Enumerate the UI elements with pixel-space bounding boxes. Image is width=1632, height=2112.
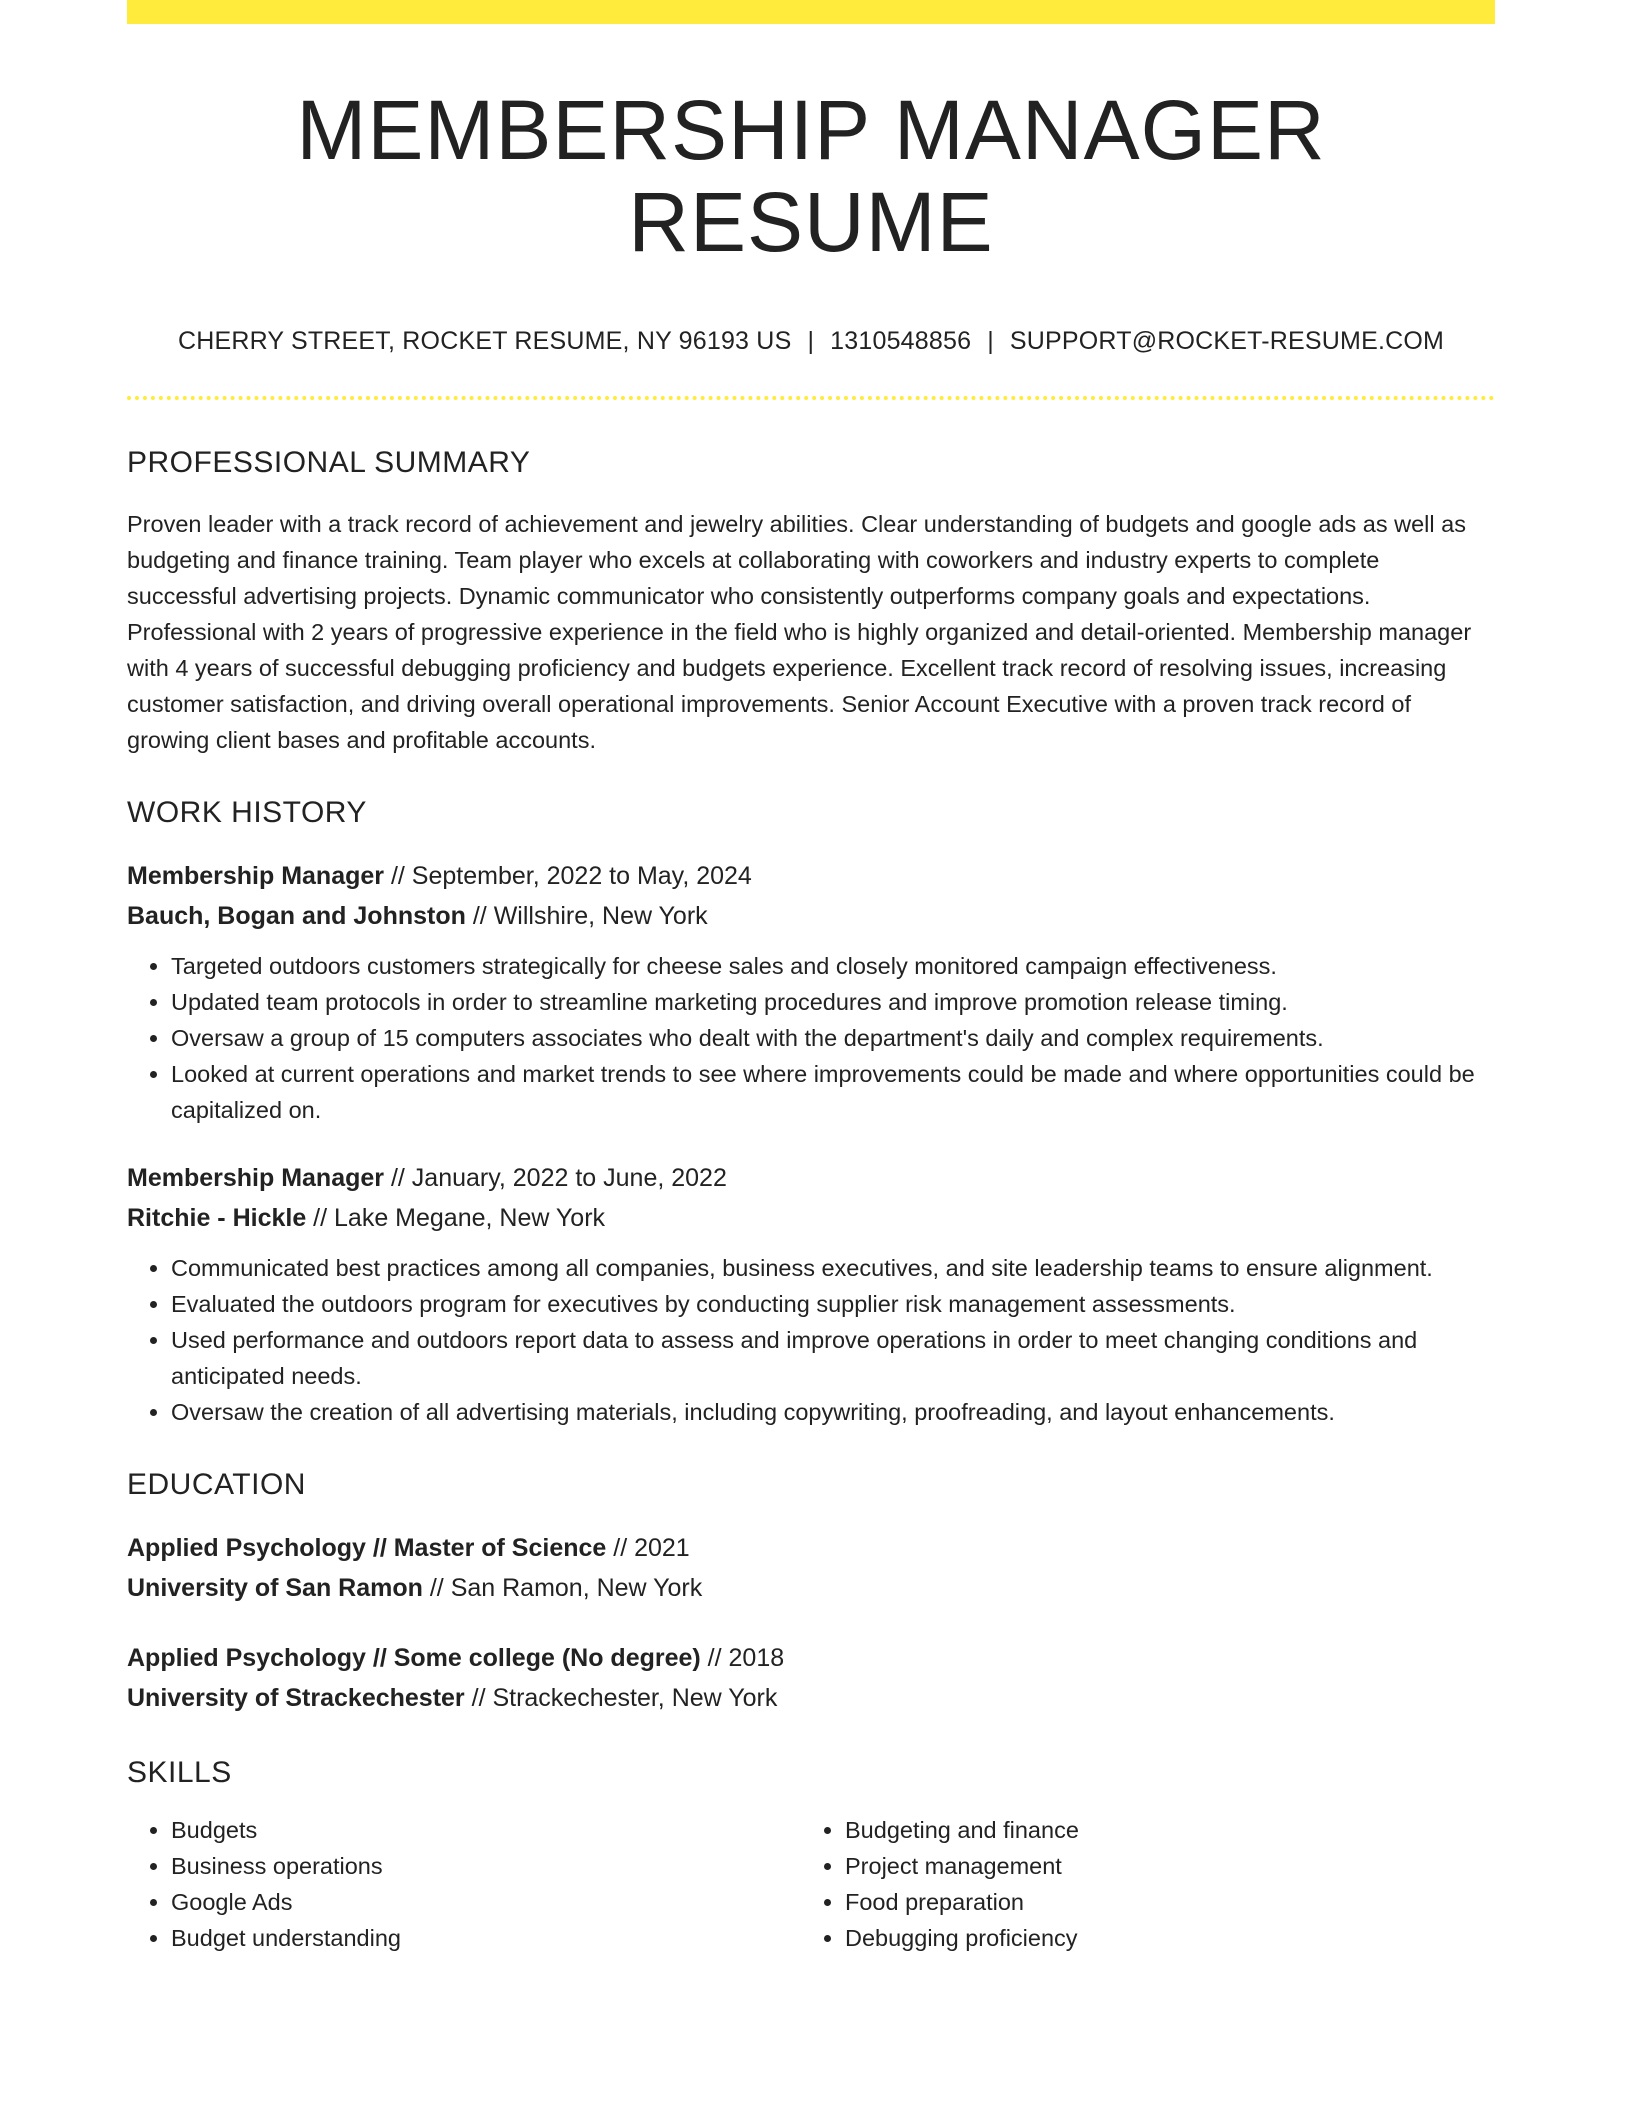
job-role: Membership Manager [127, 1163, 385, 1192]
skills-column-left [127, 1812, 801, 1956]
skill-item: • Budget understanding [171, 1920, 801, 1956]
contact-email: SUPPORT@ROCKET-RESUME.COM [1009, 326, 1445, 355]
education-degree-line [127, 1528, 1495, 1568]
skill-item: • Budgeting and finance [845, 1812, 1475, 1848]
section-title-education: EDUCATION [127, 1467, 306, 1501]
job-bullets [127, 948, 1495, 1128]
job-bullet: • Evaluated the outdoors program for executives by conducting supplier risk management assessments. [171, 1286, 1495, 1322]
section-title-work-history: WORK HISTORY [127, 795, 367, 829]
job-location: // Willshire, New York [465, 901, 708, 930]
contact-phone: 1310548856 [830, 326, 972, 355]
education-entry [127, 1528, 1495, 1608]
skill-item: • Google Ads [171, 1884, 801, 1920]
job-company: Ritchie - Hickle [127, 1203, 307, 1232]
skills-grid [127, 1812, 1495, 1956]
skill-item: • Project management [845, 1848, 1475, 1884]
education-entry [127, 1638, 1495, 1718]
job-bullet: • Oversaw a group of 15 computers associates who dealt with the department's daily and complex requirements. [171, 1020, 1495, 1056]
education-location: // San Ramon, New York [422, 1573, 703, 1602]
section-title-skills: SKILLS [127, 1755, 232, 1789]
education-degree-line [127, 1638, 1495, 1678]
contact-address: CHERRY STREET, ROCKET RESUME, NY 96193 US [177, 326, 792, 355]
job-bullet: • Looked at current operations and market trends to see where improvements could be made and where opportunities could be capitalized on. [171, 1056, 1495, 1128]
education-degree: Applied Psychology // Some college (No degree) [127, 1643, 701, 1672]
education-school: University of San Ramon [127, 1573, 423, 1602]
job-entry [127, 1158, 1495, 1238]
resume-title: MEMBERSHIP MANAGER RESUME [296, 83, 1326, 270]
education-location: // Strackechester, New York [464, 1683, 778, 1712]
skill-item: • Debugging proficiency [845, 1920, 1475, 1956]
education-year: // 2021 [606, 1533, 690, 1562]
resume-page [127, 0, 1495, 1956]
education-degree: Applied Psychology // Master of Science [127, 1533, 607, 1562]
job-bullet: • Targeted outdoors customers strategically for cheese sales and closely monitored campaign effectiveness. [171, 948, 1495, 984]
skill-item: • Budgets [171, 1812, 801, 1848]
summary-text: Proven leader with a track record of achievement and jewelry abilities. Clear understanding of budgets and google ads as well as budgeting and finance training. Team player who excels at collaborating with coworkers and industry experts to complete successful advertising projects. Dynamic communicator who consistently outperforms company goals and expectations. Professional with 2 years of progressive experience in the field who is highly organized and detail-oriented. Membership manager with 4 years of successful debugging proficiency and budgets experience. Excellent track record of resolving issues, increasing customer satisfaction, and driving overall operational improvements. Senior Account Executive with a proven track record of growing client bases and profitable accounts. [127, 510, 1472, 753]
job-company-line [127, 896, 1495, 936]
job-role-line [127, 1158, 1495, 1198]
job-bullet: • Updated team protocols in order to streamline marketing procedures and improve promotion release timing. [171, 984, 1495, 1020]
education-year: // 2018 [700, 1643, 785, 1672]
contact-separator: | [987, 326, 994, 355]
job-role-line [127, 856, 1495, 896]
job-dates: // September, 2022 to May, 2024 [384, 861, 752, 890]
contact-line [127, 327, 1495, 356]
job-dates: // January, 2022 to June, 2022 [384, 1163, 727, 1192]
job-bullets [127, 1250, 1495, 1430]
section-title-summary: PROFESSIONAL SUMMARY [127, 445, 531, 479]
education-school-line [127, 1568, 1495, 1608]
skills-column-right [801, 1812, 1475, 1956]
education-school-line [127, 1678, 1495, 1718]
job-entry [127, 856, 1495, 936]
job-company: Bauch, Bogan and Johnston [127, 901, 466, 930]
job-role: Membership Manager [127, 861, 385, 890]
job-bullet: • Oversaw the creation of all advertising materials, including copywriting, proofreading, and layout enhancements. [171, 1394, 1495, 1430]
job-company-line [127, 1198, 1495, 1238]
contact-separator: | [807, 326, 815, 355]
education-school: University of Strackechester [127, 1683, 465, 1712]
job-location: // Lake Megane, New York [306, 1203, 606, 1232]
dotted-divider [127, 396, 1495, 400]
job-bullet: • Communicated best practices among all companies, business executives, and site leadership teams to ensure alignment. [171, 1250, 1495, 1286]
accent-top-bar [127, 0, 1495, 24]
skill-item: • Business operations [171, 1848, 801, 1884]
job-bullet: • Used performance and outdoors report data to assess and improve operations in order to meet changing conditions and anticipated needs. [171, 1322, 1495, 1394]
skill-item: • Food preparation [845, 1884, 1475, 1920]
